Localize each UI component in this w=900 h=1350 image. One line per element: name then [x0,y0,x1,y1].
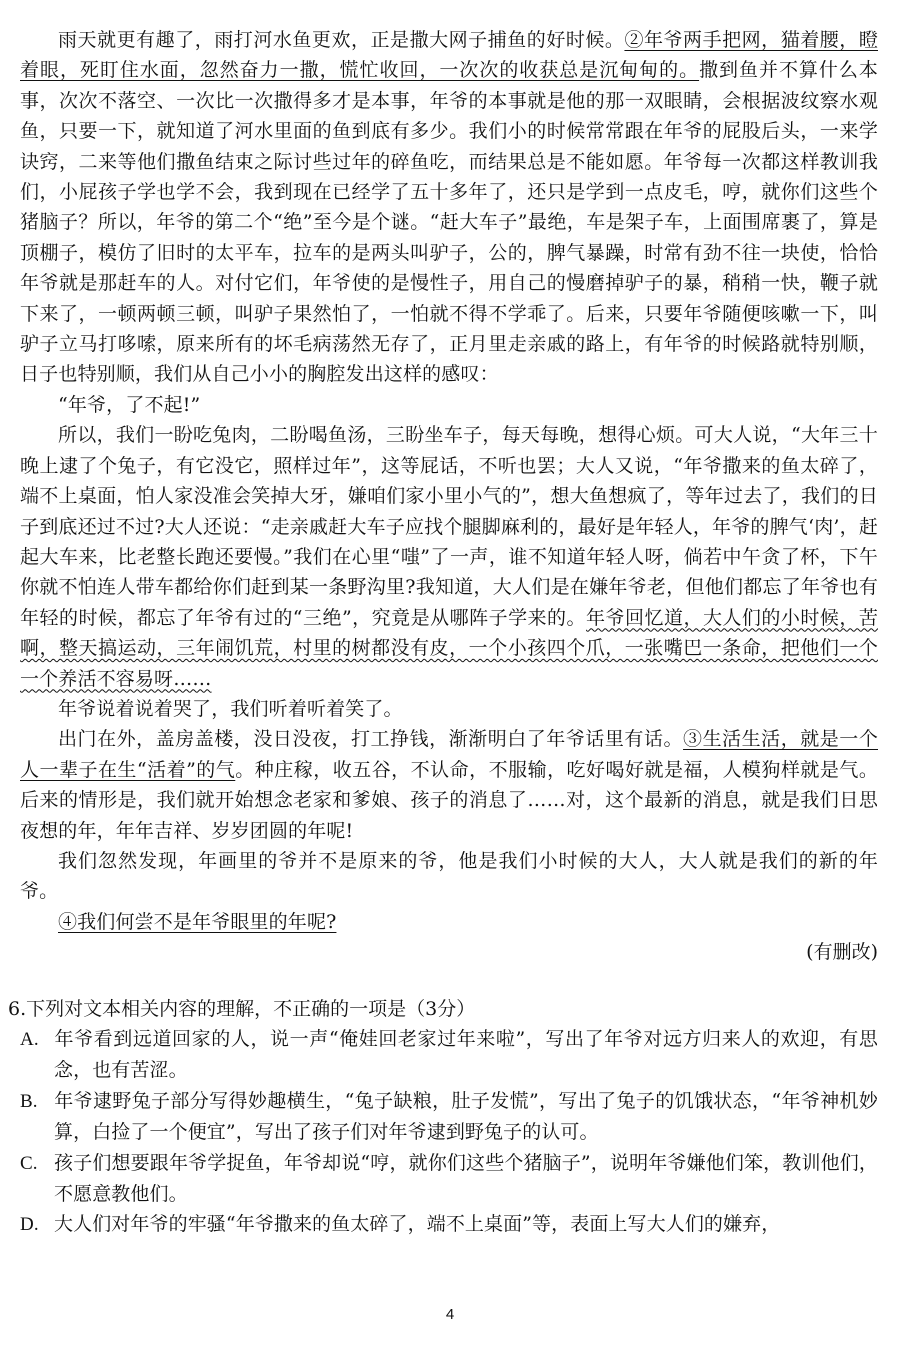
page-number: 4 [445,1306,455,1323]
option-b [20,1086,878,1148]
document-page [8,25,879,1241]
option-a [20,1024,878,1086]
underlined-sentence-3: ③生活生活，就是一个人一辈子在生“活着”的气 [20,728,878,781]
option-text: 年爷逮野兔子部分写得妙趣横生，“兔子缺粮，肚子发慌”，写出了兔子的饥饿状态，“年爷神机妙算，白捡了一个便宜”，写出了孩子们对年爷逮到野兔子的认可。 [54,1089,878,1144]
option-text: 年爷看到远道回家的人，说一声“俺娃回老家过年来啦”，写出了年爷对远方归来人的欢迎，有思念，也有苦涩。 [54,1028,878,1082]
source-note: (有删改) [806,941,878,964]
option-letter: A. [20,1029,39,1050]
p1-text-c: 撒到鱼并不算什么本事，次次不落空、一次比一次撒得多才是本事，年爷的本事就是他的那一双眼睛，会根据波纹察水观鱼，只要一下，就知道了河水里面的鱼到底有多少。我们小的时候常常跟在年爷的屁股后头，一来学诀窍，二来等他们撒鱼结束之际讨些过年的碎鱼吃，而结果总是不能如愿。年爷每一次都这样教训我们，小屁孩子学也学不会，我到现在已经学了五十多年了，还只是学到一点皮毛，哼，就你们这些个猪脑子？所以，年爷的第二个“绝”至今是个谜。“赶大车子”最绝，车是架子车，上面围席裹了，算是顶棚子，模仿了旧时的太平车，拉车的是两头叫驴子，公的，脾气暴躁，时常有劲不往一块使，恰恰年爷就是那赶车的人。对付它们，年爷使的是慢性子，用自己的慢磨掉驴子的暴，稍稍一快，鞭子就下来了，一顿两顿三顿，叫驴子果然怕了，一怕就不得不学乖了。后来，只要年爷随便咳嗽一下，叫驴子立马打哆嗦，原来所有的坏毛病荡然无存了，正月里走亲戚的路上，有年爷的时候路就特别顺，日子也特别顺，我们从自己小小的胸腔发出这样的感叹： [20,59,878,386]
passage-paragraph-2: “年爷，了不起!” [58,393,201,416]
p3-text-a: 所以，我们一盼吃兔肉，二盼喝鱼汤，三盼坐车子，每天每晚，想得心烦。可大人说，“大年三十晚上逮了个兔子，有它没它，照样过年”，这等屁话，不听也罢；大人又说，“年爷撒来的鱼太碎了，端不上桌面，怕人家没准会笑掉大牙，嫌咱们家小里小气的”，想大鱼想疯了，等年过去了，我们的日子到底还过不过?大人还说：“走亲戚赶大车子应找个腿脚麻利的，最好是年轻人，年爷的脾气‘肉’，赶起大车来，比老整长跑还要慢。”我们在心里“嗤”了一声，谁不知道年轻人呀，倘若中午贪了杯，下午你就不怕连人带车都给你们赶到某一条野沟里?我知道，大人们是在嫌年爷老，但他们都忘了年爷也有年轻的时候，都忘了年爷有过的“三绝”，究竟是从哪阵子学来的。 [20,424,878,629]
passage-paragraph-6: 我们忽然发现，年画里的爷并不是原来的爷，他是我们小时候的大人，大人就是我们的新的年爷。 [20,849,878,903]
question-6-options [20,1024,878,1241]
p5-text-c: 。种庄稼，收五谷，不认命，不服输，吃好喝好就是福，人模狗样就是气。后来的情形是，我们就开始想念老家和爹娘、孩子的消息了……对，这个最新的消息，就是我们日思夜想的年，年年吉祥、岁岁团圆的年呢! [20,758,879,842]
underlined-sentence-4: ④我们何尝不是年爷眼里的年呢? [58,910,337,933]
passage-paragraph-1 [20,25,878,390]
passage-paragraph-5 [20,724,878,846]
wavy-underlined-passage: 年爷回忆道，大人们的小时候，苦啊，整天搞运动，三年闹饥荒，村里的树都没有皮，一个小孩四个爪，一张嘴巴一条命，把他们一个一个养活不容易呀…… [20,606,878,690]
option-text: 孩子们想要跟年爷学捉鱼，年爷却说“哼，就你们这些个猪脑子”，说明年爷嫌他们笨，教训他们，不愿意教他们。 [54,1151,878,1206]
option-letter: D. [20,1214,39,1236]
passage-paragraph-7 [20,907,878,937]
underlined-sentence-2: ②年爷两手把网，猫着腰，瞪着眼，死盯住水面，忽然奋力一撒，慌忙收回，一次次的收获总是沉甸甸的。 [20,29,878,82]
option-letter: C. [20,1152,38,1174]
passage-paragraph-3 [20,420,878,694]
p1-text-a: 雨天就更有趣了，雨打河水鱼更欢，正是撒大网子捕鱼的好时候。 [58,29,625,51]
question-6-stem: 6.下列对文本相关内容的理解，不正确的一项是（3分） [8,997,476,1020]
option-text: 大人们对年爷的牢骚“年爷撒来的鱼太碎了，端不上桌面”等，表面上写大人们的嫌弃， [54,1213,781,1236]
option-c [20,1148,878,1210]
option-letter: B. [20,1090,38,1112]
option-d [20,1209,878,1240]
passage-paragraph-4: 年爷说着说着哭了，我们听着听着笑了。 [58,697,403,720]
p5-text-a: 出门在外，盖房盖楼，没日没夜，打工挣钱，渐渐明白了年爷话里有话。 [58,728,684,751]
